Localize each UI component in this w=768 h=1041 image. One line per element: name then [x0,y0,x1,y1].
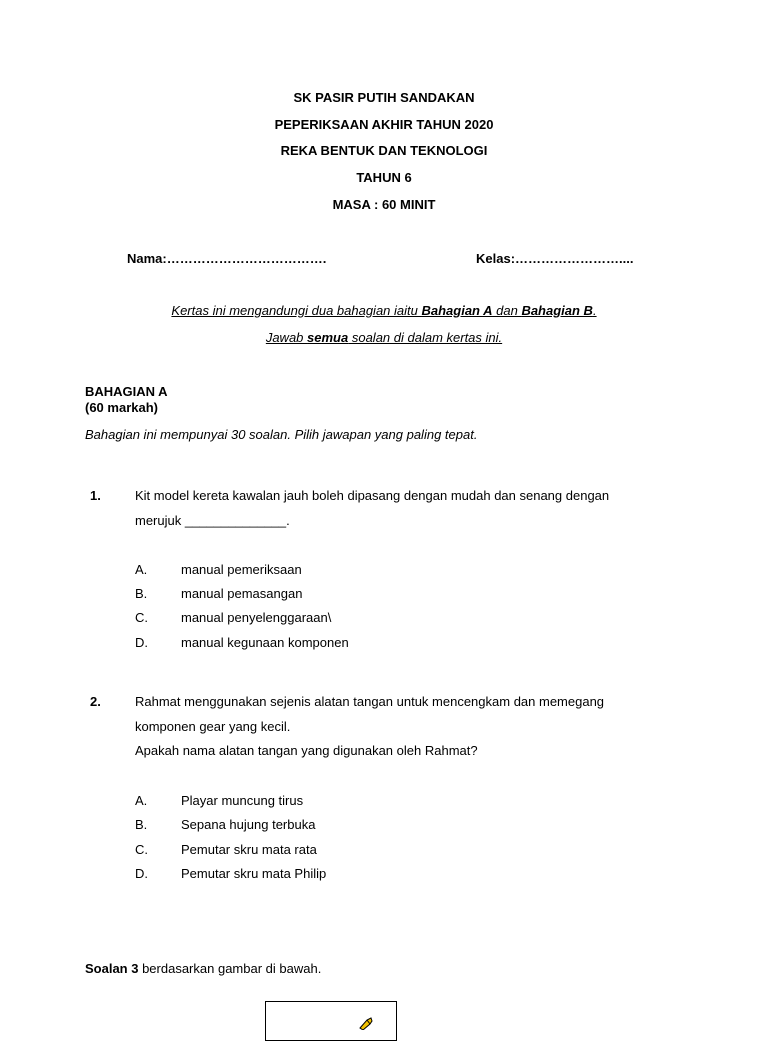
question-text: Rahmat menggunakan sejenis alatan tangan untuk mencengkam dan memegang [135,694,605,709]
time-label: MASA : 60 MINIT [332,197,436,212]
class-field: Kelas:…………………….... [476,251,634,266]
option-letter: B. [135,586,148,601]
section-title: BAHAGIAN A [85,384,168,399]
option-letter: B. [135,817,148,832]
option-text: Pemutar skru mata Philip [181,866,327,881]
option-letter: D. [135,635,148,650]
option-text: manual pemeriksaan [181,562,302,577]
question-text: komponen gear yang kecil. [135,719,291,734]
question-number: 1. [90,488,101,503]
option-letter: C. [135,842,148,857]
section-instruction: Bahagian ini mempunyai 30 soalan. Pilih jawapan yang paling tepat. [85,427,478,442]
name-field: Nama:………………………………. [127,251,327,266]
reference-text: berdasarkan gambar di bawah. [138,961,322,976]
hand-tool-icon [358,1016,374,1030]
school-name: SK PASIR PUTIH SANDAKAN [293,90,475,105]
option-text: Playar muncung tirus [181,793,304,808]
note-text: dan [492,303,522,318]
question-text: merujuk ______________. [135,513,290,528]
option-letter: D. [135,866,148,881]
note-text: soalan di dalam kertas ini. [348,330,503,345]
option-letter: A. [135,562,148,577]
section-marks: (60 markah) [85,400,158,415]
option-letter: C. [135,610,148,625]
exam-title: PEPERIKSAAN AKHIR TAHUN 2020 [274,117,494,132]
option-text: Sepana hujung terbuka [181,817,316,832]
note-text: Jawab [265,330,308,345]
note-section-a: Bahagian A [421,303,493,318]
option-letter: A. [135,793,148,808]
note-all: semua [307,330,349,345]
paper-note [0,303,768,319]
question-text: Apakah nama alatan tangan yang digunakan oleh Rahmat? [135,743,478,758]
option-text: manual penyelenggaraan\ [181,610,332,625]
option-text: Pemutar skru mata rata [181,842,317,857]
question-3-label: Soalan 3 [85,961,139,976]
question-3-reference [85,961,321,977]
option-text: manual pemasangan [181,586,303,601]
figure-box [265,1001,397,1041]
option-text: manual kegunaan komponen [181,635,349,650]
question-number: 2. [90,694,101,709]
answer-instruction [0,330,768,346]
note-text: . [592,303,597,318]
note-section-b: Bahagian B [521,303,593,318]
note-text: Kertas ini mengandungi dua bahagian iaitu [171,303,422,318]
subject-title: REKA BENTUK DAN TEKNOLOGI [280,143,488,158]
question-text: Kit model kereta kawalan jauh boleh dipasang dengan mudah dan senang dengan [135,488,610,503]
year-label: TAHUN 6 [356,170,412,185]
